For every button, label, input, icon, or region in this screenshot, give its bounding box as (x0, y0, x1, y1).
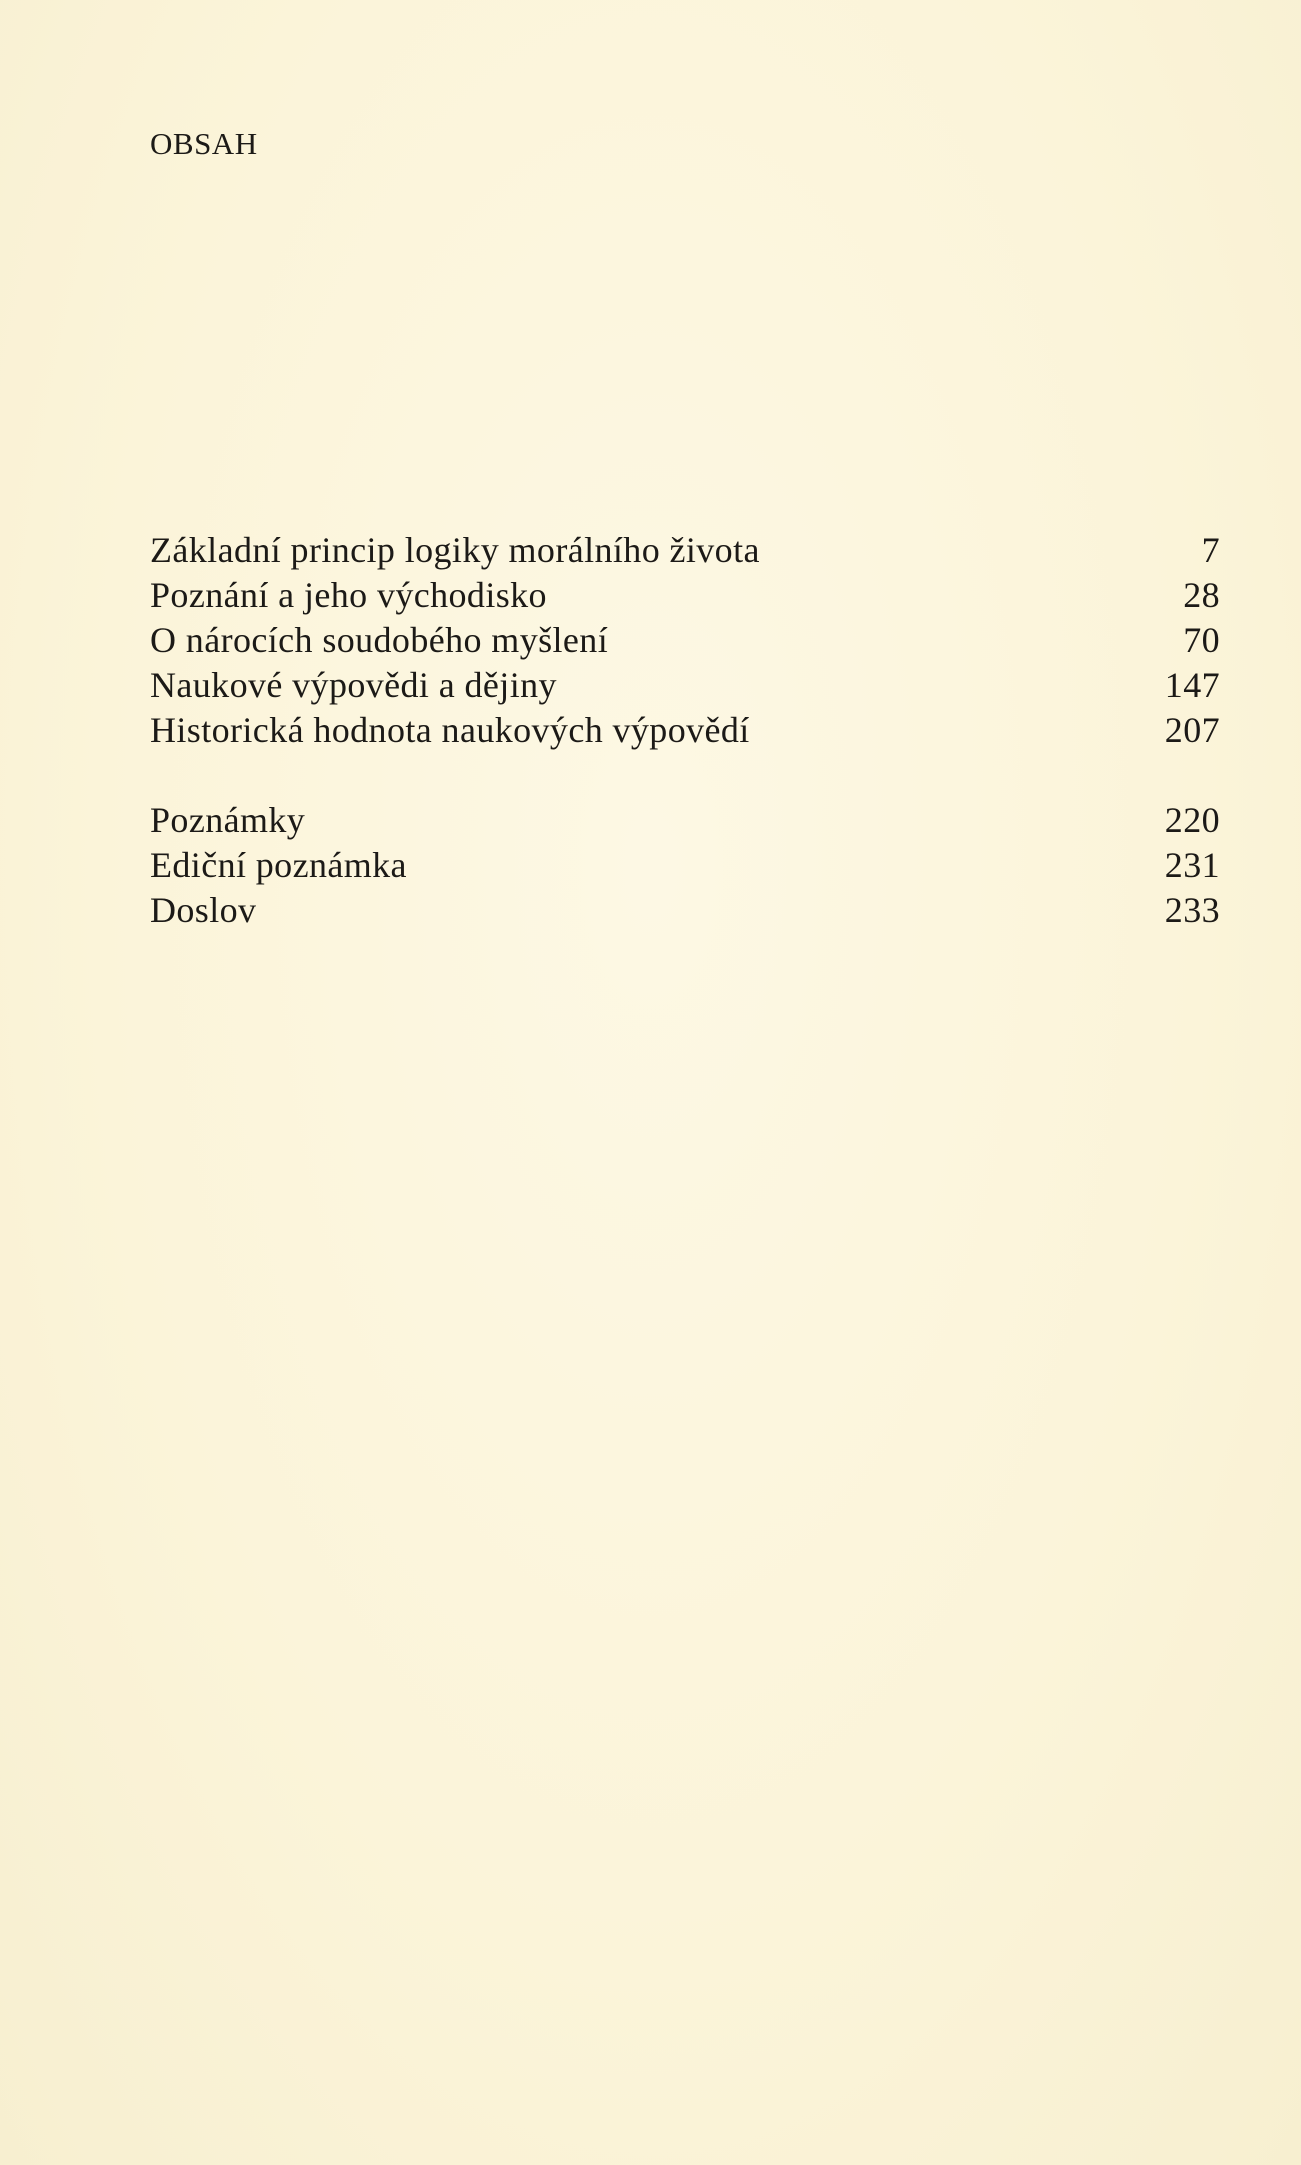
toc-appendix-list (150, 798, 1220, 933)
toc-entry-page: 7 (1201, 530, 1220, 570)
toc-entry-title: Historická hodnota naukových výpovědí (150, 710, 750, 750)
toc-entry-title: O nárocích soudobého myšlení (150, 620, 609, 660)
toc-entry (150, 843, 1220, 888)
toc-main-list (150, 528, 1220, 753)
toc-entry-title: Naukové výpovědi a dějiny (150, 665, 557, 705)
toc-entry (150, 663, 1220, 708)
toc-entry-page: 231 (1164, 845, 1220, 885)
toc-entry (150, 798, 1220, 843)
toc-entry-page: 28 (1183, 575, 1220, 615)
page-title: OBSAH (150, 126, 258, 161)
toc-entry (150, 888, 1220, 933)
toc-entry-page: 233 (1164, 890, 1220, 930)
toc-entry (150, 618, 1220, 663)
toc-entry-title: Poznání a jeho východisko (150, 575, 547, 615)
toc-entry-title: Doslov (150, 890, 257, 930)
toc-entry-title: Základní princip logiky morálního života (150, 530, 760, 570)
toc-entry (150, 528, 1220, 573)
toc-entry (150, 708, 1220, 753)
toc-entry (150, 573, 1220, 618)
toc-entry-page: 147 (1164, 665, 1220, 705)
toc-entry-page: 70 (1183, 620, 1220, 660)
toc-entry-title: Poznámky (150, 800, 306, 840)
toc-entry-page: 220 (1164, 800, 1220, 840)
toc-entry-page: 207 (1164, 710, 1220, 750)
toc-entry-title: Ediční poznámka (150, 845, 407, 885)
